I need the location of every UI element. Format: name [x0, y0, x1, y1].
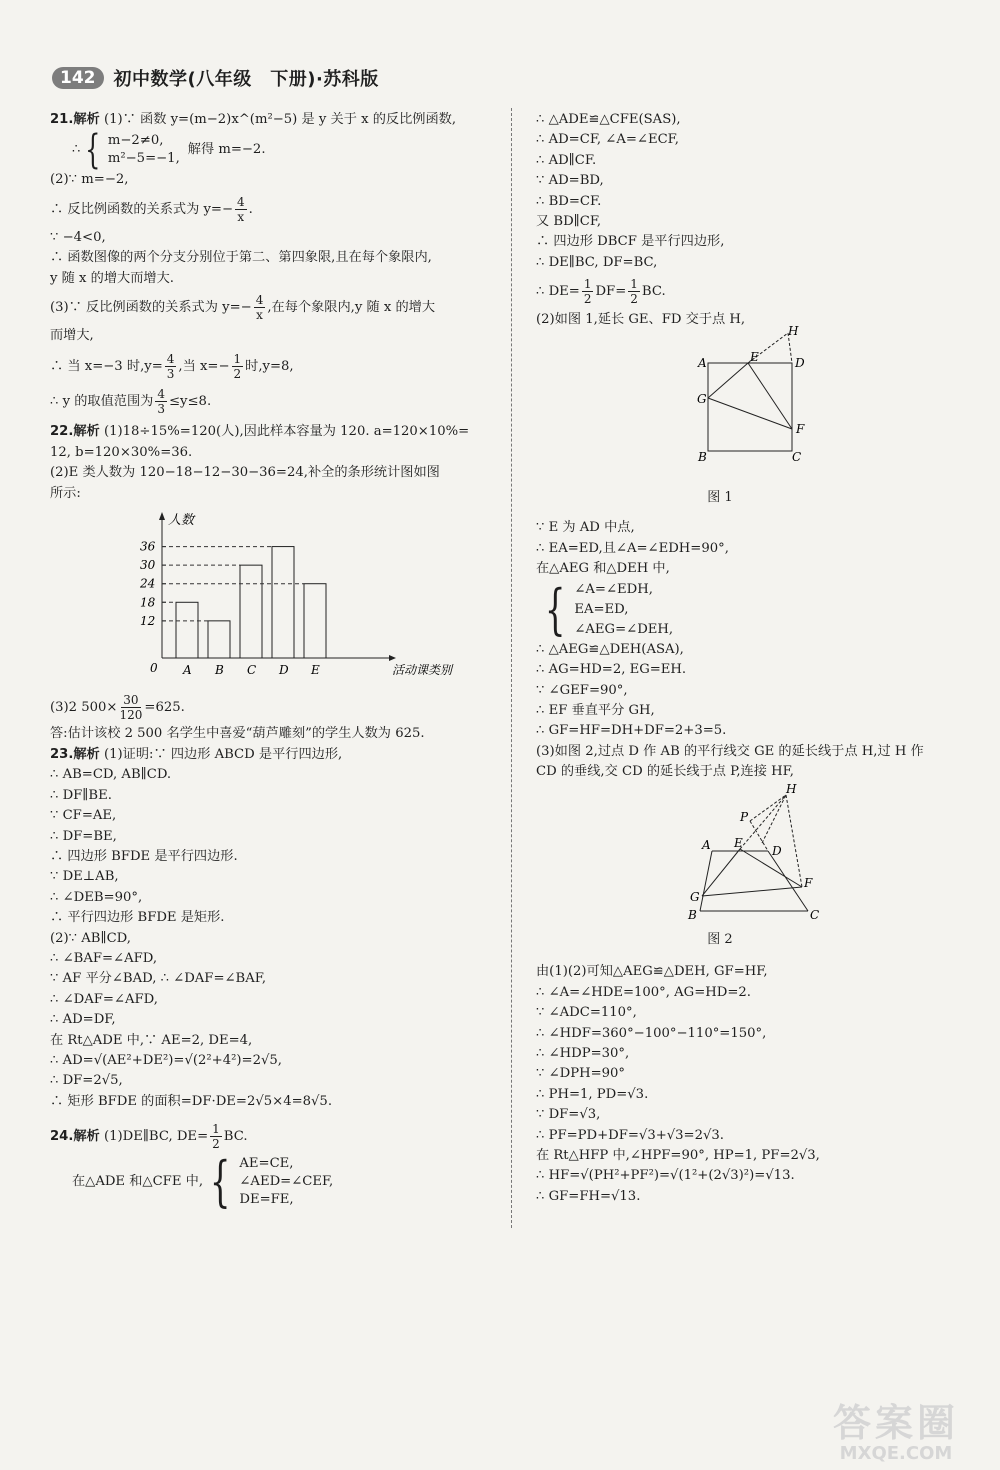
- y-tick-label: 36: [140, 539, 156, 554]
- q24-line: 由(1)(2)可知△AEG≌△DEH, GF=HF,: [536, 964, 768, 980]
- page-header: [52, 64, 379, 92]
- right-block-b: [536, 518, 964, 579]
- q23-line-1: 23.解析 (1)证明:∵ 四边形 ABCD 是平行四边形,: [50, 746, 343, 762]
- right-system: { ∠A=∠EDH, EA=ED, ∠AEG=∠DEH,: [544, 577, 674, 641]
- q24-line: ∵ AD=BD,: [536, 173, 604, 189]
- q23-line: ∴ ∠DAF=∠AFD,: [50, 991, 158, 1007]
- q21-system: ∴ { m−2≠0, m²−5=−1, 解得 m=−2.: [72, 127, 266, 174]
- q24-line: 在△AEG 和△DEH 中,: [536, 561, 670, 577]
- bar: [240, 565, 262, 658]
- fig2-label-c: C: [810, 907, 820, 922]
- fig2-label-b: B: [688, 907, 697, 922]
- book-title: 初中数学(八年级 下册)·苏科版: [113, 69, 379, 90]
- figure-1: [536, 323, 964, 509]
- q23-body: [50, 765, 498, 1112]
- y-axis-label: 人数: [168, 513, 195, 529]
- fig2-label-a: A: [702, 837, 711, 852]
- q24-line: ∴ △AEG≌△DEH(ASA),: [536, 641, 684, 657]
- fig2-label-h: H: [786, 781, 797, 796]
- watermark-logo: 答案圈 MXQE.COM: [832, 1401, 959, 1464]
- figure-2-svg: [536, 783, 964, 923]
- q24-line: ∴ AG=HD=2, EG=EH.: [536, 662, 687, 678]
- q24-line: 又 BD∥CF,: [536, 214, 602, 230]
- right-block-c: [536, 640, 964, 783]
- q24-line: ∴ PF=PD+DF=√3+√3=2√3.: [536, 1127, 724, 1143]
- x-tick-label: A: [183, 663, 192, 678]
- q24-line: ∵ ∠DPH=90°: [536, 1066, 626, 1082]
- q23-line: ∴ ∠DEB=90°,: [50, 889, 143, 905]
- left-column: 21.解析 (1)∵ 函数 y=(m−2)x^(m²−5) 是 y 关于 x 的反比例函数, ∴ { m−2≠0, m²−5=−1, 解得 m=−2. (2)∵ m=−2, ∴ 反比例函数的关系式为 y=− $\frac{4}{x}$ . ∵ −4<0, ∴ 函数图像的两个分支分别位于第二、第四象限,且在每个象限内, y 随 x 的增大而增大. (3)∵ 反比例函数的关系式为 y=− $\frac{4}{x}$ ,在每个象限内,y 随 x 的增大 而增大, ∴ 当 x=−3 时,y= $\frac{4}{3}$ ,当 x=− $\frac{1}{2}$ 时,y=8, ∴ y 的取值范围为 $\frac{4}{3}$ ≤y≤8. 22.解析 (1)18÷15%=120(人),因此样本容量为 120. a=120×10%= 12, b=120×30%=36. (2)E 类人数为 120−18−12−30−36=24,补全的条形统计图如图 所示: 人数 活动课类别 0 12 18 24 30 36 A B C D E (3)2 500× $\frac{30}{120}$ =625. 答:估计该校 2 500 名学生中喜爱“葫芦雕刻”的学生人数为 625. 23.解析 (1)证明:∵ 四边形 ABCD 是平行四边形, ∴ AB=CD, AB∥CD. ∴ DF∥BE. ∵ CF=AE, ∴ DF=BE, ∴ 四边形 BFDE 是平行四边形. ∵ DE⊥AB, ∴ ∠DEB=90°, ∴ 平行四边形 BFDE 是矩形. (2)∵ AB∥CD, ∴ ∠BAF=∠AFD, ∵ AF 平分∠BAD, ∴ ∠DAF=∠BAF, ∴ ∠DAF=∠AFD, ∴ AD=DF, 在 Rt△ADE 中,∵ AE=2, DE=4, ∴ AD=√(AE²+DE²)=√(2²+4²)=2√5, ∴ DF=2√5, ∴ 矩形 BFDE 的面积=DF·DE=2√5×4=8√5. 24.解析 (1)DE∥BC, DE= $\frac{1}{2}$ BC. 在△ADE 和△CFE 中, { AE=CE, ∠AED=∠CEF, DE=FE,: [50, 110, 498, 1209]
- right-block-a: [536, 110, 964, 273]
- fig2-label-d: D: [772, 843, 782, 858]
- q23-line: ∴ AD=√(AE²+DE²)=√(2²+4²)=2√5,: [50, 1052, 282, 1068]
- figure-1-svg: [536, 323, 964, 481]
- q24-line: ∴ ∠HDF=360°−100°−110°=150°,: [536, 1025, 767, 1041]
- x-tick-label: C: [247, 663, 257, 678]
- q23-line: ∵ DE⊥AB,: [50, 869, 119, 885]
- q24-line: ∴ DE∥BC, DF=BC,: [536, 254, 658, 270]
- q23-line: (2)∵ AB∥CD,: [50, 930, 131, 946]
- x-tick-label: B: [215, 663, 224, 678]
- y-tick-label: 18: [140, 595, 156, 610]
- q24-line: ∴ ∠A=∠HDE=100°, AG=HD=2.: [536, 984, 751, 1000]
- fig1-label-h: H: [788, 323, 799, 338]
- q23-line: ∴ DF∥BE.: [50, 787, 112, 803]
- q22-line-5: (3)2 500× $\frac{30}{120}$ =625.: [50, 693, 185, 723]
- fig1-label-d: D: [795, 355, 805, 370]
- q23-number: 23.解析: [50, 746, 100, 762]
- x-tick-label: D: [279, 663, 289, 678]
- x-axis-arrow: [389, 655, 396, 661]
- q24-line: ∴ 四边形 DBCF 是平行四边形,: [536, 234, 725, 250]
- q23-line: ∴ DF=2√5,: [50, 1073, 123, 1089]
- figure-1-caption: 图 1: [707, 490, 733, 506]
- bar: [176, 602, 198, 658]
- bar-chart: [110, 510, 498, 687]
- bar: [304, 584, 326, 658]
- q24-line: ∴ AD∥CF.: [536, 152, 597, 168]
- q24-line: ∴ HF=√(PH²+PF²)=√(1²+(2√3)²)=√13.: [536, 1168, 795, 1184]
- q24-line: ∴ △ADE≌△CFE(SAS),: [536, 112, 681, 127]
- fig2-label-f: F: [804, 875, 813, 890]
- q23-line: ∴ 四边形 BFDE 是平行四边形.: [50, 848, 238, 864]
- bar-chart-svg: [110, 510, 453, 680]
- q22-number: 22.解析: [50, 424, 100, 440]
- q24-line: ∵ DF=√3,: [536, 1107, 601, 1123]
- right-column: ∴ △ADE≌△CFE(SAS), ∴ AD=CF, ∠A=∠ECF, ∴ AD∥CF. ∵ AD=BD, ∴ BD=CF. 又 BD∥CF, ∴ 四边形 DBCF 是平行四边形, ∴ DE∥BC, DF=BC, ∴ DE= $\frac{1}{2}$ DF= $\frac{1}{2}$ BC. (2)如图 1,延长 GE、FD 交于点 H, A E D H G F B C 图 1 ∵ E 为 AD 中点, ∴ EA=ED,且∠A=∠EDH=90°, 在△AEG 和△DEH 中, { ∠A=∠EDH, EA=ED, ∠AEG=∠DEH, ∴ △AEG≌△DEH(ASA), ∴ AG=HD=2, EG=EH. ∵ ∠GEF=90°, ∴ EF 垂直平分 GH, ∴ GF=HF=DH+DF=2+3=5. (3)如图 2,过点 D 作 AB 的平行线交 GE 的延长线于点 H,过 H 作 CD 的垂线,交 CD 的延长线于点 P,连接 HF, H P A E D G F B C 图 2 由(1)(2)可知△AEG≌△DEH, GF=HF, ∴ ∠A=∠HDE=100°, AG=HD=2. ∵ ∠ADC=110°, ∴ ∠HDF=360°−100°−110°=150°, ∴ ∠HDP=30°, ∵ ∠DPH=90° ∴ PH=1, PD=√3. ∵ DF=√3, ∴ PF=PD+DF=√3+√3=2√3. 在 Rt△HFP 中,∠HPF=90°, HP=1, PF=2√3, ∴ HF=√(PH²+PF²)=√(1²+(2√3)²)=√13. ∴ GF=FH=√13.: [536, 110, 964, 1207]
- q24-line: ∴ GF=HF=DH+DF=2+3=5.: [536, 723, 727, 739]
- q24-line: ∴ EF 垂直平分 GH,: [536, 702, 655, 718]
- q23-line: ∴ 平行四边形 BFDE 是矩形.: [50, 910, 225, 926]
- q21-line-9: ∴ 当 x=−3 时,y= $\frac{4}{3}$ ,当 x=− $\frac{1}{2}$ 时,y=8,: [50, 352, 294, 382]
- column-divider: [511, 108, 512, 1228]
- figure-2: [536, 783, 964, 951]
- q24-line: ∴ PH=1, PD=√3.: [536, 1086, 649, 1102]
- q24-line: ∵ ∠GEF=90°,: [536, 682, 628, 698]
- q24-line: ∴ BD=CF.: [536, 193, 602, 209]
- q21-number: 21.解析: [50, 112, 100, 127]
- q21-line-3: ∴ 反比例函数的关系式为 y=− $\frac{4}{x}$ .: [50, 194, 253, 224]
- q24-line: ∴ ∠HDP=30°,: [536, 1045, 630, 1061]
- fig2-label-p: P: [740, 809, 749, 824]
- fig1-label-a: A: [698, 355, 707, 370]
- q23-line: ∴ DF=BE,: [50, 828, 117, 844]
- fig2-label-e: E: [734, 835, 743, 850]
- y-tick-label: 24: [140, 576, 156, 591]
- fig1-label-f: F: [796, 421, 805, 436]
- x-tick-label: E: [311, 663, 320, 678]
- q24-line: ∴ AD=CF, ∠A=∠ECF,: [536, 132, 679, 148]
- q21-line-10: ∴ y 的取值范围为 $\frac{4}{3}$ ≤y≤8.: [50, 387, 212, 417]
- q24-system: 在△ADE 和△CFE 中, { AE=CE, ∠AED=∠CEF, DE=FE,: [72, 1150, 334, 1214]
- bar: [272, 547, 294, 658]
- q23-line: ∵ CF=AE,: [50, 808, 117, 824]
- q24-line: 在 Rt△HFP 中,∠HPF=90°, HP=1, PF=2√3,: [536, 1148, 820, 1163]
- q23-line: ∴ 矩形 BFDE 的面积=DF·DE=2√5×4=8√5.: [50, 1093, 333, 1109]
- q24-line: CD 的垂线,交 CD 的延长线于点 P,连接 HF,: [536, 764, 794, 780]
- x-axis-label: 活动课类别: [392, 663, 453, 678]
- y-tick-label: 30: [140, 558, 156, 573]
- q21-line-7: (3)∵ 反比例函数的关系式为 y=− $\frac{4}{x}$ ,在每个象限内,y 随 x 的增大: [50, 293, 436, 323]
- q23-line: ∴ ∠BAF=∠AFD,: [50, 950, 158, 966]
- q24-line: ∵ ∠ADC=110°,: [536, 1005, 637, 1021]
- q24-number: 24.解析: [50, 1129, 100, 1145]
- origin-label: 0: [150, 661, 158, 676]
- y-axis-arrow: [159, 512, 165, 520]
- q24-line: (3)如图 2,过点 D 作 AB 的平行线交 GE 的延长线于点 H,过 H 作: [536, 743, 924, 759]
- right-block-d: [536, 962, 964, 1207]
- bar: [208, 621, 230, 658]
- q23-line: ∴ AD=DF,: [50, 1012, 116, 1028]
- fig1-label-b: B: [698, 449, 707, 464]
- q22-line-1: 22.解析 (1)18÷15%=120(人),因此样本容量为 120. a=120×10%=: [50, 424, 470, 440]
- de-half-line: ∴ DE= $\frac{1}{2}$ DF= $\frac{1}{2}$ BC.: [536, 277, 666, 307]
- fig2-label-g: G: [690, 889, 700, 904]
- q24-line: ∴ EA=ED,且∠A=∠EDH=90°,: [536, 540, 729, 556]
- fig1-label-e: E: [750, 349, 759, 364]
- page-number: 142: [52, 67, 104, 89]
- q24-line: ∵ E 为 AD 中点,: [536, 520, 635, 536]
- q24-line-1: 24.解析 (1)DE∥BC, DE= $\frac{1}{2}$ BC.: [50, 1122, 248, 1152]
- y-tick-label: 12: [140, 613, 156, 628]
- q21-line-1: 21.解析 (1)∵ 函数 y=(m−2)x^(m²−5) 是 y 关于 x 的反比例函数,: [50, 112, 457, 127]
- q23-line: ∵ AF 平分∠BAD, ∴ ∠DAF=∠BAF,: [50, 971, 267, 987]
- q23-line: 在 Rt△ADE 中,∵ AE=2, DE=4,: [50, 1032, 253, 1048]
- q23-line: ∴ AB=CD, AB∥CD.: [50, 767, 172, 783]
- fig1-label-c: C: [792, 449, 802, 464]
- q24-line: ∴ GF=FH=√13.: [536, 1188, 641, 1204]
- fig1-label-g: G: [697, 391, 707, 406]
- figure-2-caption: 图 2: [707, 931, 733, 947]
